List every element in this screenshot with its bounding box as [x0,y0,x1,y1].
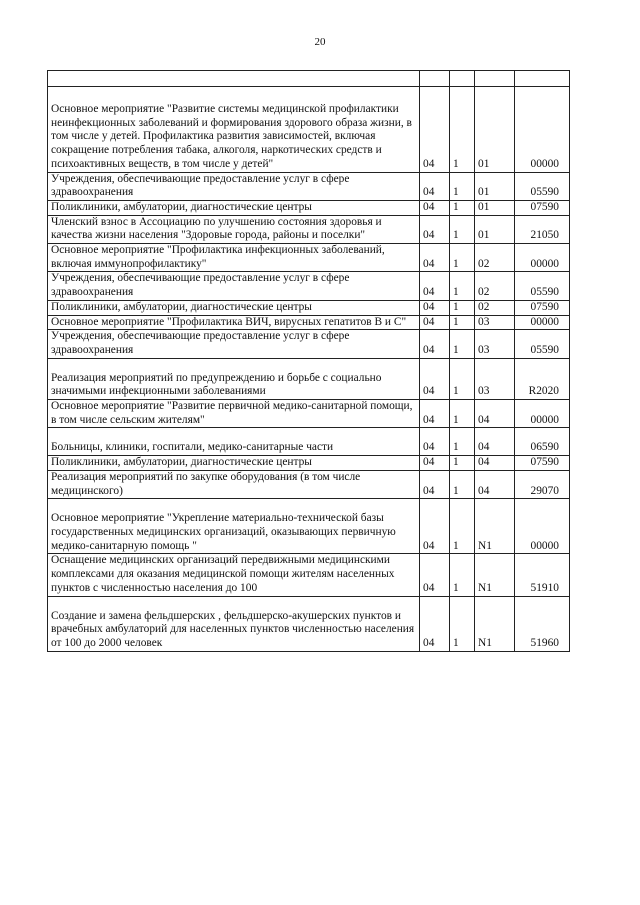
row-program: 02 [475,272,515,300]
row-section: 04 [420,87,450,173]
row-subprogram: 1 [450,215,475,243]
budget-classification-table [47,70,570,652]
row-section: 04 [420,172,450,200]
row-program: 03 [475,358,515,399]
row-target: 29070 [515,470,570,498]
row-section: 04 [420,470,450,498]
row-target: 07590 [515,300,570,315]
table-row [48,470,570,498]
row-program: 01 [475,172,515,200]
row-subprogram [450,71,475,87]
row-name: Реализация мероприятий по предупреждению и борьбе с социально значимыми инфекционными заболеваниями [48,358,420,399]
row-subprogram: 1 [450,244,475,272]
row-target: 00000 [515,244,570,272]
table-row [48,87,570,173]
row-target: 21050 [515,215,570,243]
row-section: 04 [420,428,450,456]
table-row [48,428,570,456]
row-program: 04 [475,470,515,498]
row-name: Учреждения, обеспечивающие предоставление услуг в сфере здравоохранения [48,172,420,200]
row-subprogram: 1 [450,172,475,200]
table-row [48,596,570,651]
row-subprogram: 1 [450,272,475,300]
row-program: N1 [475,596,515,651]
row-subprogram: 1 [450,330,475,358]
table-row [48,200,570,215]
row-program: 04 [475,400,515,428]
row-name: Основное мероприятие "Профилактика инфекционных заболеваний, включая иммунопрофилактику" [48,244,420,272]
row-name: Реализация мероприятий по закупке оборудования (в том числе медицинского) [48,470,420,498]
table-row [48,330,570,358]
row-target: 05590 [515,330,570,358]
row-subprogram: 1 [450,300,475,315]
row-program: 01 [475,200,515,215]
row-name: Учреждения, обеспечивающие предоставление услуг в сфере здравоохранения [48,330,420,358]
table-row [48,71,570,87]
table-row [48,172,570,200]
table-row [48,315,570,330]
row-name: Оснащение медицинских организаций передвижными медицинскими комплексами для оказания медицинской помощи жителям населенных пунктов с численностью населения до 100 [48,554,420,596]
row-program: 02 [475,300,515,315]
row-program: 01 [475,87,515,173]
row-subprogram: 1 [450,87,475,173]
row-section: 04 [420,358,450,399]
row-program: 03 [475,315,515,330]
table-row [48,400,570,428]
row-section: 04 [420,400,450,428]
row-name: Членский взнос в Ассоциацию по улучшению состояния здоровья и качества жизни населения "Здоровые города, районы и поселки" [48,215,420,243]
row-section: 04 [420,554,450,596]
row-target: 05590 [515,172,570,200]
row-name: Поликлиники, амбулатории, диагностические центры [48,456,420,471]
table-row [48,358,570,399]
row-target: 51910 [515,554,570,596]
row-target: 00000 [515,87,570,173]
row-target: 51960 [515,596,570,651]
row-name: Больницы, клиники, госпитали, медико-санитарные части [48,428,420,456]
table-row [48,456,570,471]
row-subprogram: 1 [450,596,475,651]
row-section: 04 [420,300,450,315]
table-row [48,554,570,596]
row-target: 00000 [515,400,570,428]
row-subprogram: 1 [450,200,475,215]
row-target: R2020 [515,358,570,399]
row-name: Основное мероприятие "Укрепление материально-технической базы государственных медицинских организаций, оказывающих первичную медико-санитарную помощь " [48,499,420,554]
row-section: 04 [420,499,450,554]
row-name: Основное мероприятие "Профилактика ВИЧ, вирусных гепатитов В и С" [48,315,420,330]
row-program: 04 [475,456,515,471]
row-target: 06590 [515,428,570,456]
row-target: 00000 [515,499,570,554]
row-target: 07590 [515,456,570,471]
row-name: Поликлиники, амбулатории, диагностические центры [48,200,420,215]
row-program: 02 [475,244,515,272]
table-row [48,272,570,300]
row-program: N1 [475,499,515,554]
row-section: 04 [420,456,450,471]
row-program [475,71,515,87]
row-program: 01 [475,215,515,243]
row-section: 04 [420,330,450,358]
row-section: 04 [420,596,450,651]
row-subprogram: 1 [450,499,475,554]
table-row [48,499,570,554]
row-program: 04 [475,428,515,456]
row-target: 05590 [515,272,570,300]
row-target [515,71,570,87]
row-name: Учреждения, обеспечивающие предоставление услуг в сфере здравоохранения [48,272,420,300]
row-subprogram: 1 [450,554,475,596]
table-row [48,300,570,315]
row-target: 07590 [515,200,570,215]
row-subprogram: 1 [450,470,475,498]
row-name: Основное мероприятие "Развитие первичной медико-санитарной помощи, в том числе сельским жителям" [48,400,420,428]
row-section: 04 [420,244,450,272]
row-name: Основное мероприятие "Развитие системы медицинской профилактики неинфекционных заболеваний и формирования здорового образа жизни, в том числе у детей. Профилактика развития зависимостей, включая сокращение потребления табака, алкоголя, наркотических средств и психоактивных веществ, в том числе у детей" [48,87,420,173]
row-subprogram: 1 [450,400,475,428]
row-subprogram: 1 [450,456,475,471]
row-program: N1 [475,554,515,596]
row-section: 04 [420,215,450,243]
table-row [48,215,570,243]
page-number: 20 [314,36,326,48]
table-row [48,244,570,272]
row-subprogram: 1 [450,315,475,330]
row-section: 04 [420,272,450,300]
row-program: 03 [475,330,515,358]
row-name [48,71,420,87]
row-subprogram: 1 [450,428,475,456]
row-name: Создание и замена фельдшерских , фельдшерско-акушерских пунктов и врачебных амбулаторий для населенных пунктов численностью населения от 100 до 2000 человек [48,596,420,651]
row-name: Поликлиники, амбулатории, диагностические центры [48,300,420,315]
row-section [420,71,450,87]
row-subprogram: 1 [450,358,475,399]
row-section: 04 [420,200,450,215]
row-section: 04 [420,315,450,330]
row-target: 00000 [515,315,570,330]
